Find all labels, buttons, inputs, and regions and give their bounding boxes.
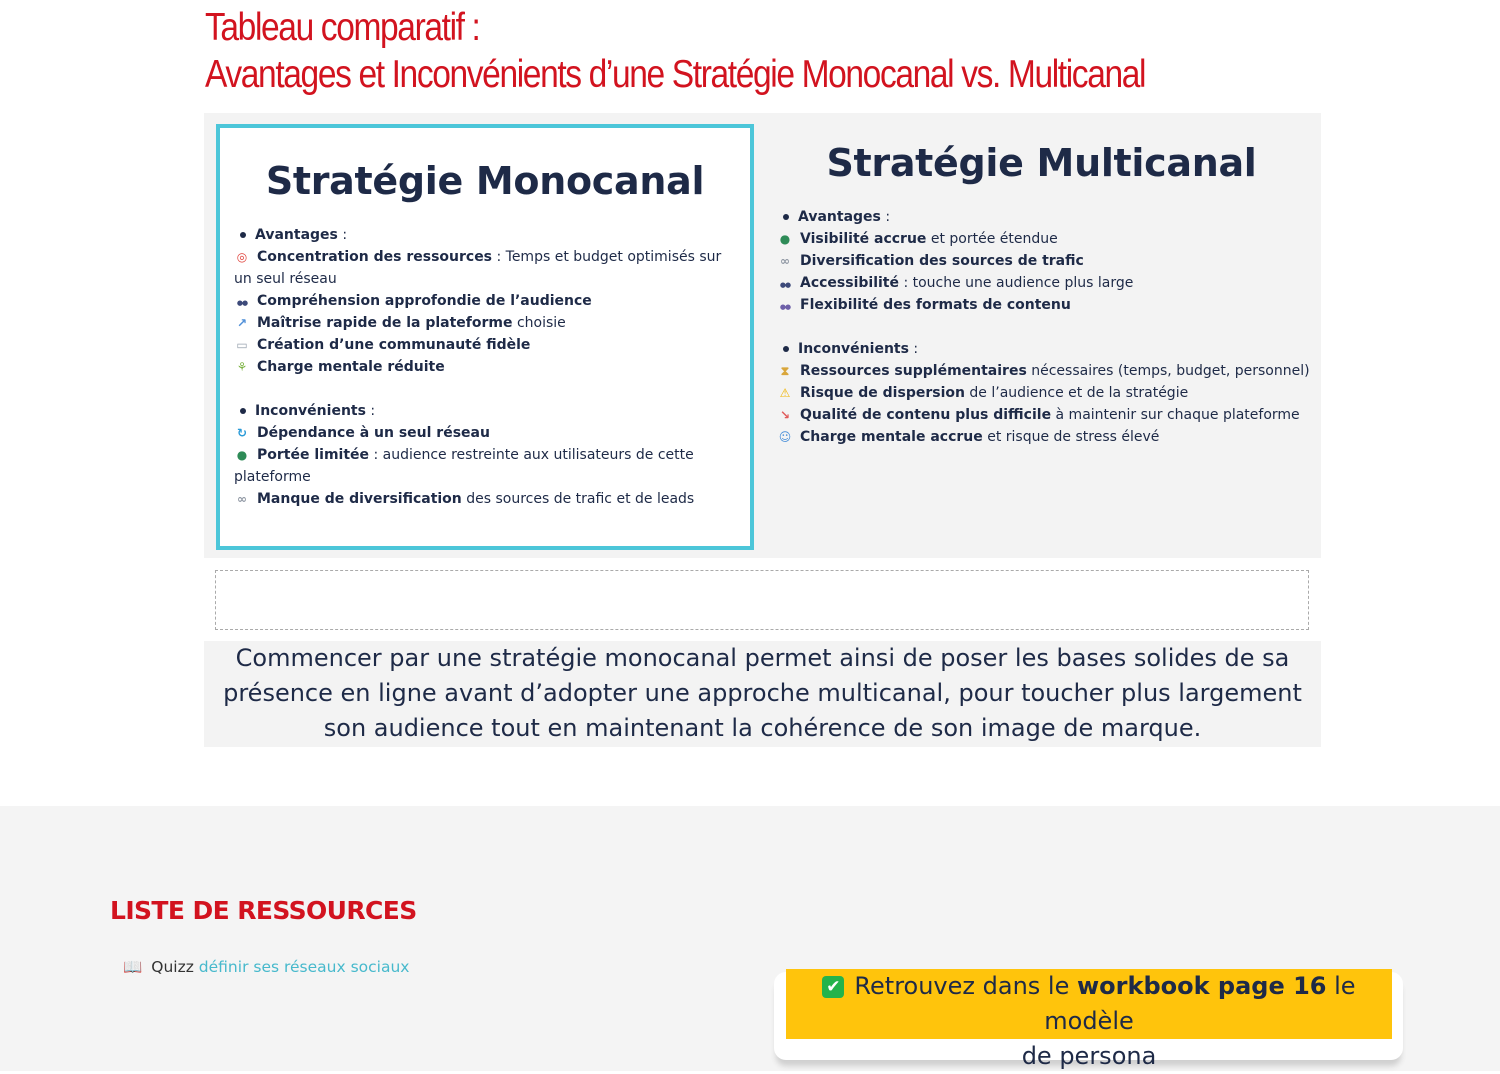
people-icon: ●●: [236, 299, 248, 307]
list-item-highlight: Maîtrise rapide de la plateforme: [257, 315, 513, 331]
open-book-icon: 📖: [123, 958, 143, 976]
list-item-text: de l’audience et de la stratégie: [964, 385, 1189, 401]
list-item: [234, 290, 734, 312]
monocanal-card: [216, 124, 754, 550]
stressed-face-icon: ☺: [778, 430, 792, 444]
list-item-highlight: Visibilité accrue: [800, 231, 927, 247]
list-item: [777, 382, 1317, 404]
bullet-icon: [783, 346, 789, 352]
multicanal-advantages-list: [777, 228, 1317, 316]
multicanal-disadvantages-list: [777, 360, 1317, 448]
globe-icon: ●: [236, 448, 248, 462]
list-item: [777, 294, 1317, 316]
list-item: [777, 360, 1317, 382]
hourglass-icon: ⧗: [780, 364, 790, 378]
note-suffix: le modèle: [1044, 972, 1356, 1035]
list-item-text: et risque de stress élevé: [982, 429, 1160, 445]
list-item-highlight: Création d’une communauté fidèle: [257, 337, 531, 353]
bullet-icon: [783, 214, 789, 220]
list-item-highlight: Qualité de contenu plus difficile: [800, 407, 1052, 423]
link-icon: ∞: [780, 254, 790, 268]
page-title-line-2: Avantages et Inconvénients d’une Stratégie Monocanal vs. Multicanal: [205, 53, 1146, 96]
list-item: [777, 272, 1317, 294]
list-item-text: à maintenir sur chaque plateforme: [1051, 407, 1300, 423]
chart-up-icon: ↗: [236, 316, 248, 330]
link-icon: ∞: [237, 492, 247, 506]
monocanal-disadvantages-heading: [234, 400, 734, 422]
monocanal-advantages-list: [234, 246, 734, 378]
monocanal-advantages-heading: [234, 224, 734, 246]
list-item-text: : touche une audience plus large: [899, 275, 1134, 291]
colon-separator: :: [908, 341, 919, 357]
multicanal-disadvantages-label: Inconvénients: [798, 341, 909, 357]
list-item-highlight: Compréhension approfondie de l’audience: [257, 293, 592, 309]
warning-icon: ⚠: [779, 386, 791, 400]
list-item-highlight: Concentration des ressources: [257, 249, 493, 265]
list-item: [777, 426, 1317, 448]
list-item-text: et portée étendue: [926, 231, 1058, 247]
note-workbook-page: workbook page 16: [1076, 972, 1327, 1000]
monocanal-list: [234, 224, 734, 510]
target-icon: ◎: [236, 250, 248, 264]
conclusion-line-1: Commencer par une stratégie monocanal permet ainsi de poser les bases solides de sa: [235, 644, 1290, 672]
multicanal-advantages-label: Avantages: [798, 209, 881, 225]
multicanal-advantages-heading: [777, 206, 1317, 228]
group-icon: ●●: [779, 303, 791, 311]
page-title: [205, 4, 1151, 98]
list-item-highlight: Risque de dispersion: [800, 385, 965, 401]
list-item-highlight: Ressources supplémentaires: [800, 363, 1027, 379]
workbook-note: [786, 969, 1392, 1070]
note-line-2: de persona: [1021, 1042, 1157, 1070]
conclusion-text: [204, 641, 1321, 747]
list-item: [234, 488, 734, 510]
monocanal-disadvantages-label: Inconvénients: [255, 403, 366, 419]
list-item-highlight: Manque de diversification: [257, 491, 462, 507]
list-item: [234, 334, 734, 356]
monocanal-disadvantages-list: [234, 422, 734, 510]
globe-icon: ●: [779, 232, 791, 246]
list-item-highlight: Charge mentale réduite: [257, 359, 445, 375]
people-icon: ●●: [779, 281, 791, 289]
monocanal-title: Stratégie Monocanal: [265, 159, 705, 203]
quiz-prefix: Quizz: [151, 958, 194, 976]
multicanal-disadvantages-heading: [777, 338, 1317, 360]
plant-icon: ⚘: [236, 360, 248, 374]
list-item-text: : Temps et budget optimisés sur un seul réseau: [234, 249, 722, 287]
list-item-highlight: Dépendance à un seul réseau: [257, 425, 490, 441]
list-item: [234, 312, 734, 334]
bullet-icon: [240, 232, 246, 238]
list-item: [234, 444, 734, 488]
monocanal-advantages-label: Avantages: [255, 227, 338, 243]
colon-separator: :: [880, 209, 891, 225]
list-item-text: : audience restreinte aux utilisateurs de cette plateforme: [234, 447, 694, 485]
resource-item-quiz: [123, 958, 409, 976]
list-item-highlight: Diversification des sources de trafic: [800, 253, 1084, 269]
check-mark-icon: ✔: [822, 976, 844, 998]
speech-bubble-icon: ▭: [236, 338, 248, 352]
list-item: [234, 246, 734, 290]
quiz-link[interactable]: définir ses réseaux sociaux: [198, 958, 410, 976]
conclusion-line-2: présence en ligne avant d’adopter une approche multicanal, pour toucher plus largement: [223, 679, 1302, 707]
resources-title: LISTE DE RESSOURCES: [110, 896, 417, 925]
list-item: [234, 356, 734, 378]
list-item-highlight: Charge mentale accrue: [800, 429, 983, 445]
bullet-icon: [240, 408, 246, 414]
chart-down-icon: ↘: [779, 408, 791, 422]
multicanal-title: Stratégie Multicanal: [826, 141, 1257, 185]
list-item: [777, 404, 1317, 426]
note-prefix: Retrouvez dans le: [854, 972, 1077, 1000]
list-item-text: nécessaires (temps, budget, personnel): [1026, 363, 1310, 379]
page-title-line-1: Tableau comparatif :: [205, 6, 480, 49]
resources-section: [0, 806, 1500, 1071]
colon-separator: :: [337, 227, 348, 243]
list-item: [234, 422, 734, 444]
list-item-highlight: Portée limitée: [257, 447, 370, 463]
comparison-table: [204, 113, 1321, 558]
refresh-icon: ↻: [236, 426, 248, 440]
conclusion-line-3: son audience tout en maintenant la cohérence de son image de marque.: [323, 714, 1202, 742]
list-item: [777, 228, 1317, 250]
empty-placeholder-box: [215, 570, 1309, 630]
multicanal-list: [777, 206, 1317, 448]
colon-separator: :: [365, 403, 376, 419]
list-item-highlight: Flexibilité des formats de contenu: [800, 297, 1071, 313]
list-item-highlight: Accessibilité: [800, 275, 899, 291]
list-item-text: choisie: [512, 315, 566, 331]
list-item-text: des sources de trafic et de leads: [461, 491, 695, 507]
list-item: [777, 250, 1317, 272]
